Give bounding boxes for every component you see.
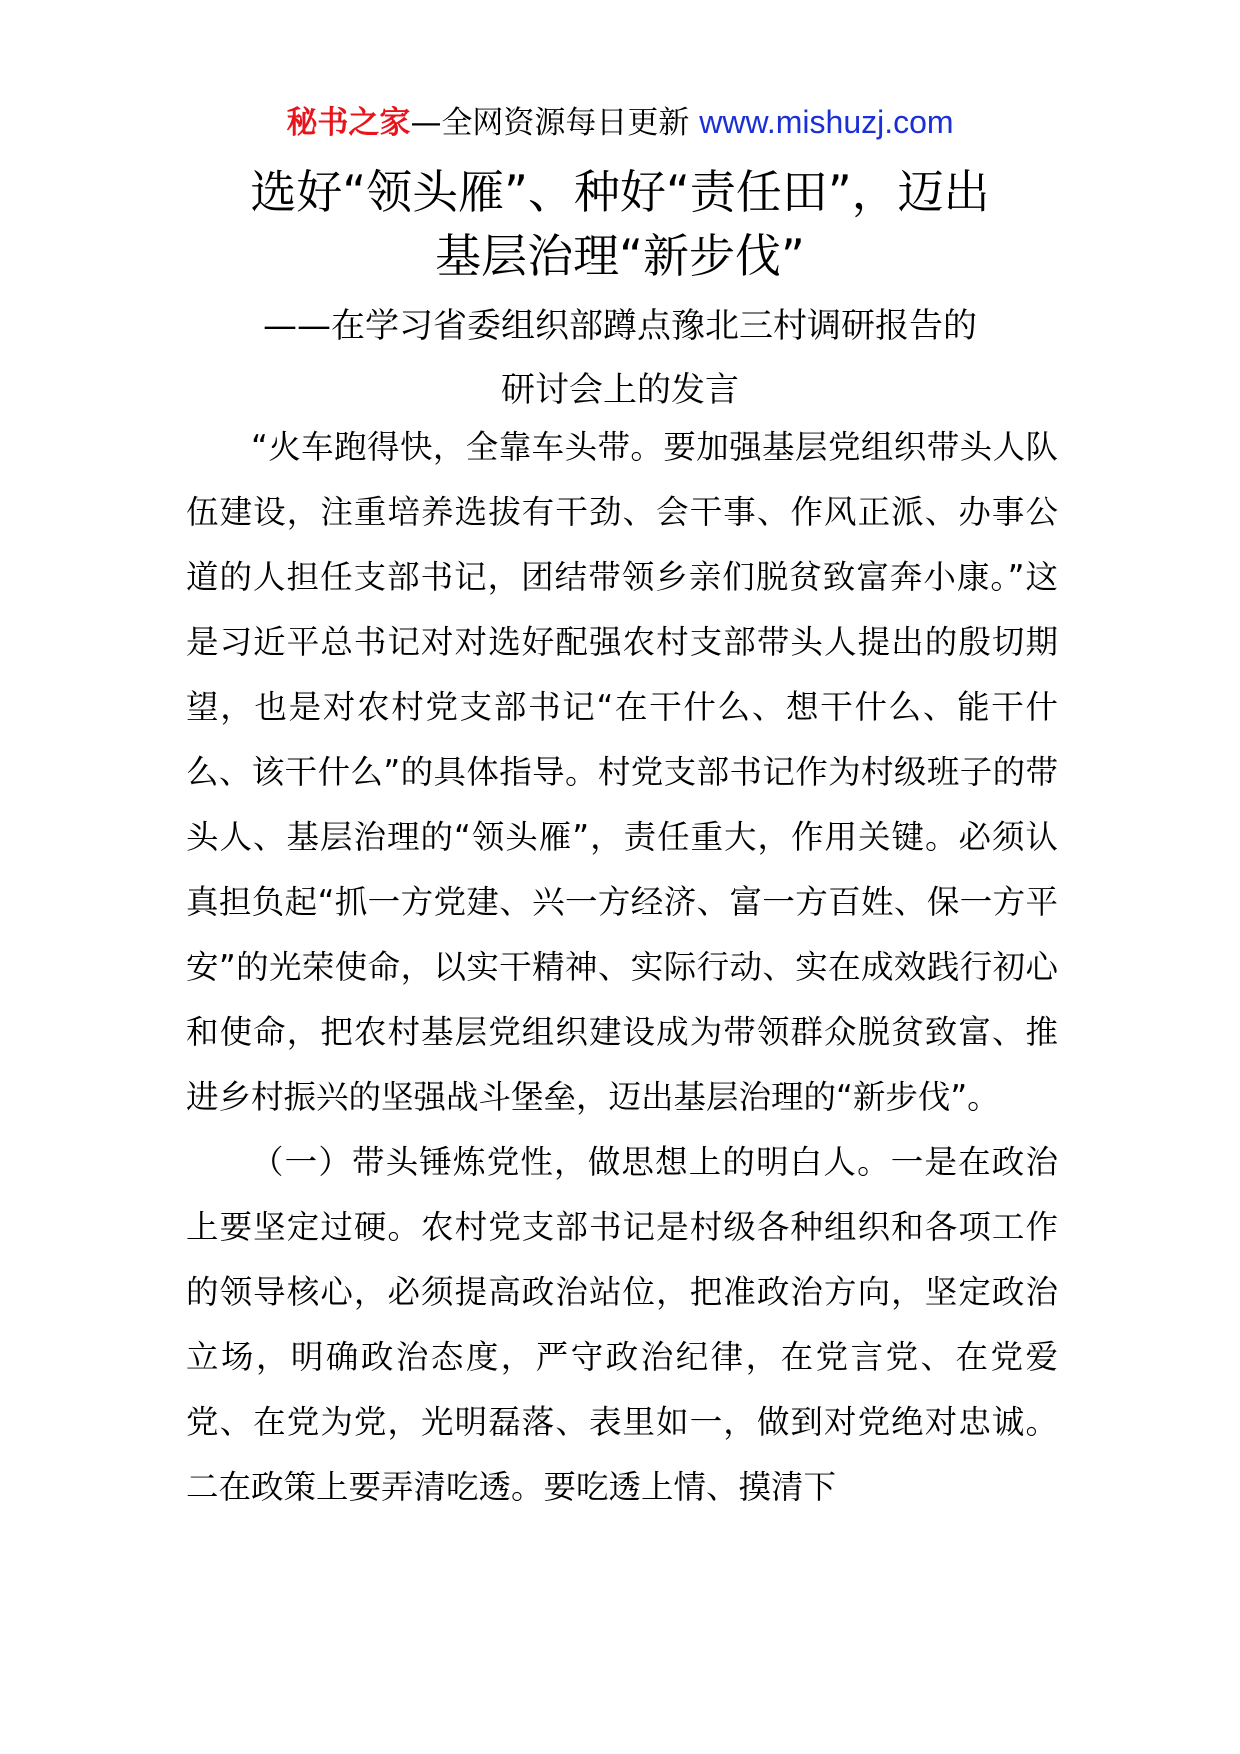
subtitle-line-1: ——在学习省委组织部蹲点豫北三村调研报告的 (263, 306, 977, 346)
subtitle-line-2: 研讨会上的发言 (501, 370, 739, 410)
brand-name: 秘书之家 (286, 105, 411, 141)
document-subtitle (150, 294, 1090, 422)
title-line-1: 选好“领头雁”、种好“责任田”，迈出 (250, 165, 990, 219)
document-body (186, 415, 1058, 1520)
title-line-2: 基层治理“新步伐” (435, 229, 805, 283)
site-header (0, 100, 1240, 145)
paragraph-intro: “火车跑得快，全靠车头带。要加强基层党组织带头人队伍建设，注重培养选拔有干劲、会干事、作风正派、办事公道的人担任支部书记，团结带领乡亲们脱贫致富奔小康。”这是习近平总书记对对选好配强农村支部带头人提出的殷切期望，也是对农村党支部书记“在干什么、想干什么、能干什么、该干什么”的具体指导。村党支部书记作为村级班子的带头人、基层治理的“领头雁”，责任重大，作用关键。必须认真担负起“抓一方党建、兴一方经济、富一方百姓、保一方平安”的光荣使命，以实干精神、实际行动、实在成效践行初心和使命，把农村基层党组织建设成为带领群众脱贫致富、推进乡村振兴的坚强战斗堡垒，迈出基层治理的“新步伐”。 (186, 428, 1058, 1116)
paragraph-section-1 (186, 1130, 1058, 1520)
section-text: 一是在政治上要坚定过硬。农村党支部书记是村级各种组织和各项工作的领导核心，必须提高政治站位，把准政治方向，坚定政治立场，明确政治态度，严守政治纪律，在党言党、在党爱党、在党为党，光明磊落、表里如一，做到对党绝对忠诚。二在政策上要弄清吃透。要吃透上情、摸清下 (186, 1143, 1058, 1506)
header-tagline: —全网资源每日更新 (410, 105, 690, 141)
document-title (150, 160, 1090, 288)
site-url-link[interactable]: www.mishuzj.com (699, 104, 954, 140)
section-heading: （一）带头锤炼党性，做思想上的明白人。 (251, 1143, 891, 1181)
